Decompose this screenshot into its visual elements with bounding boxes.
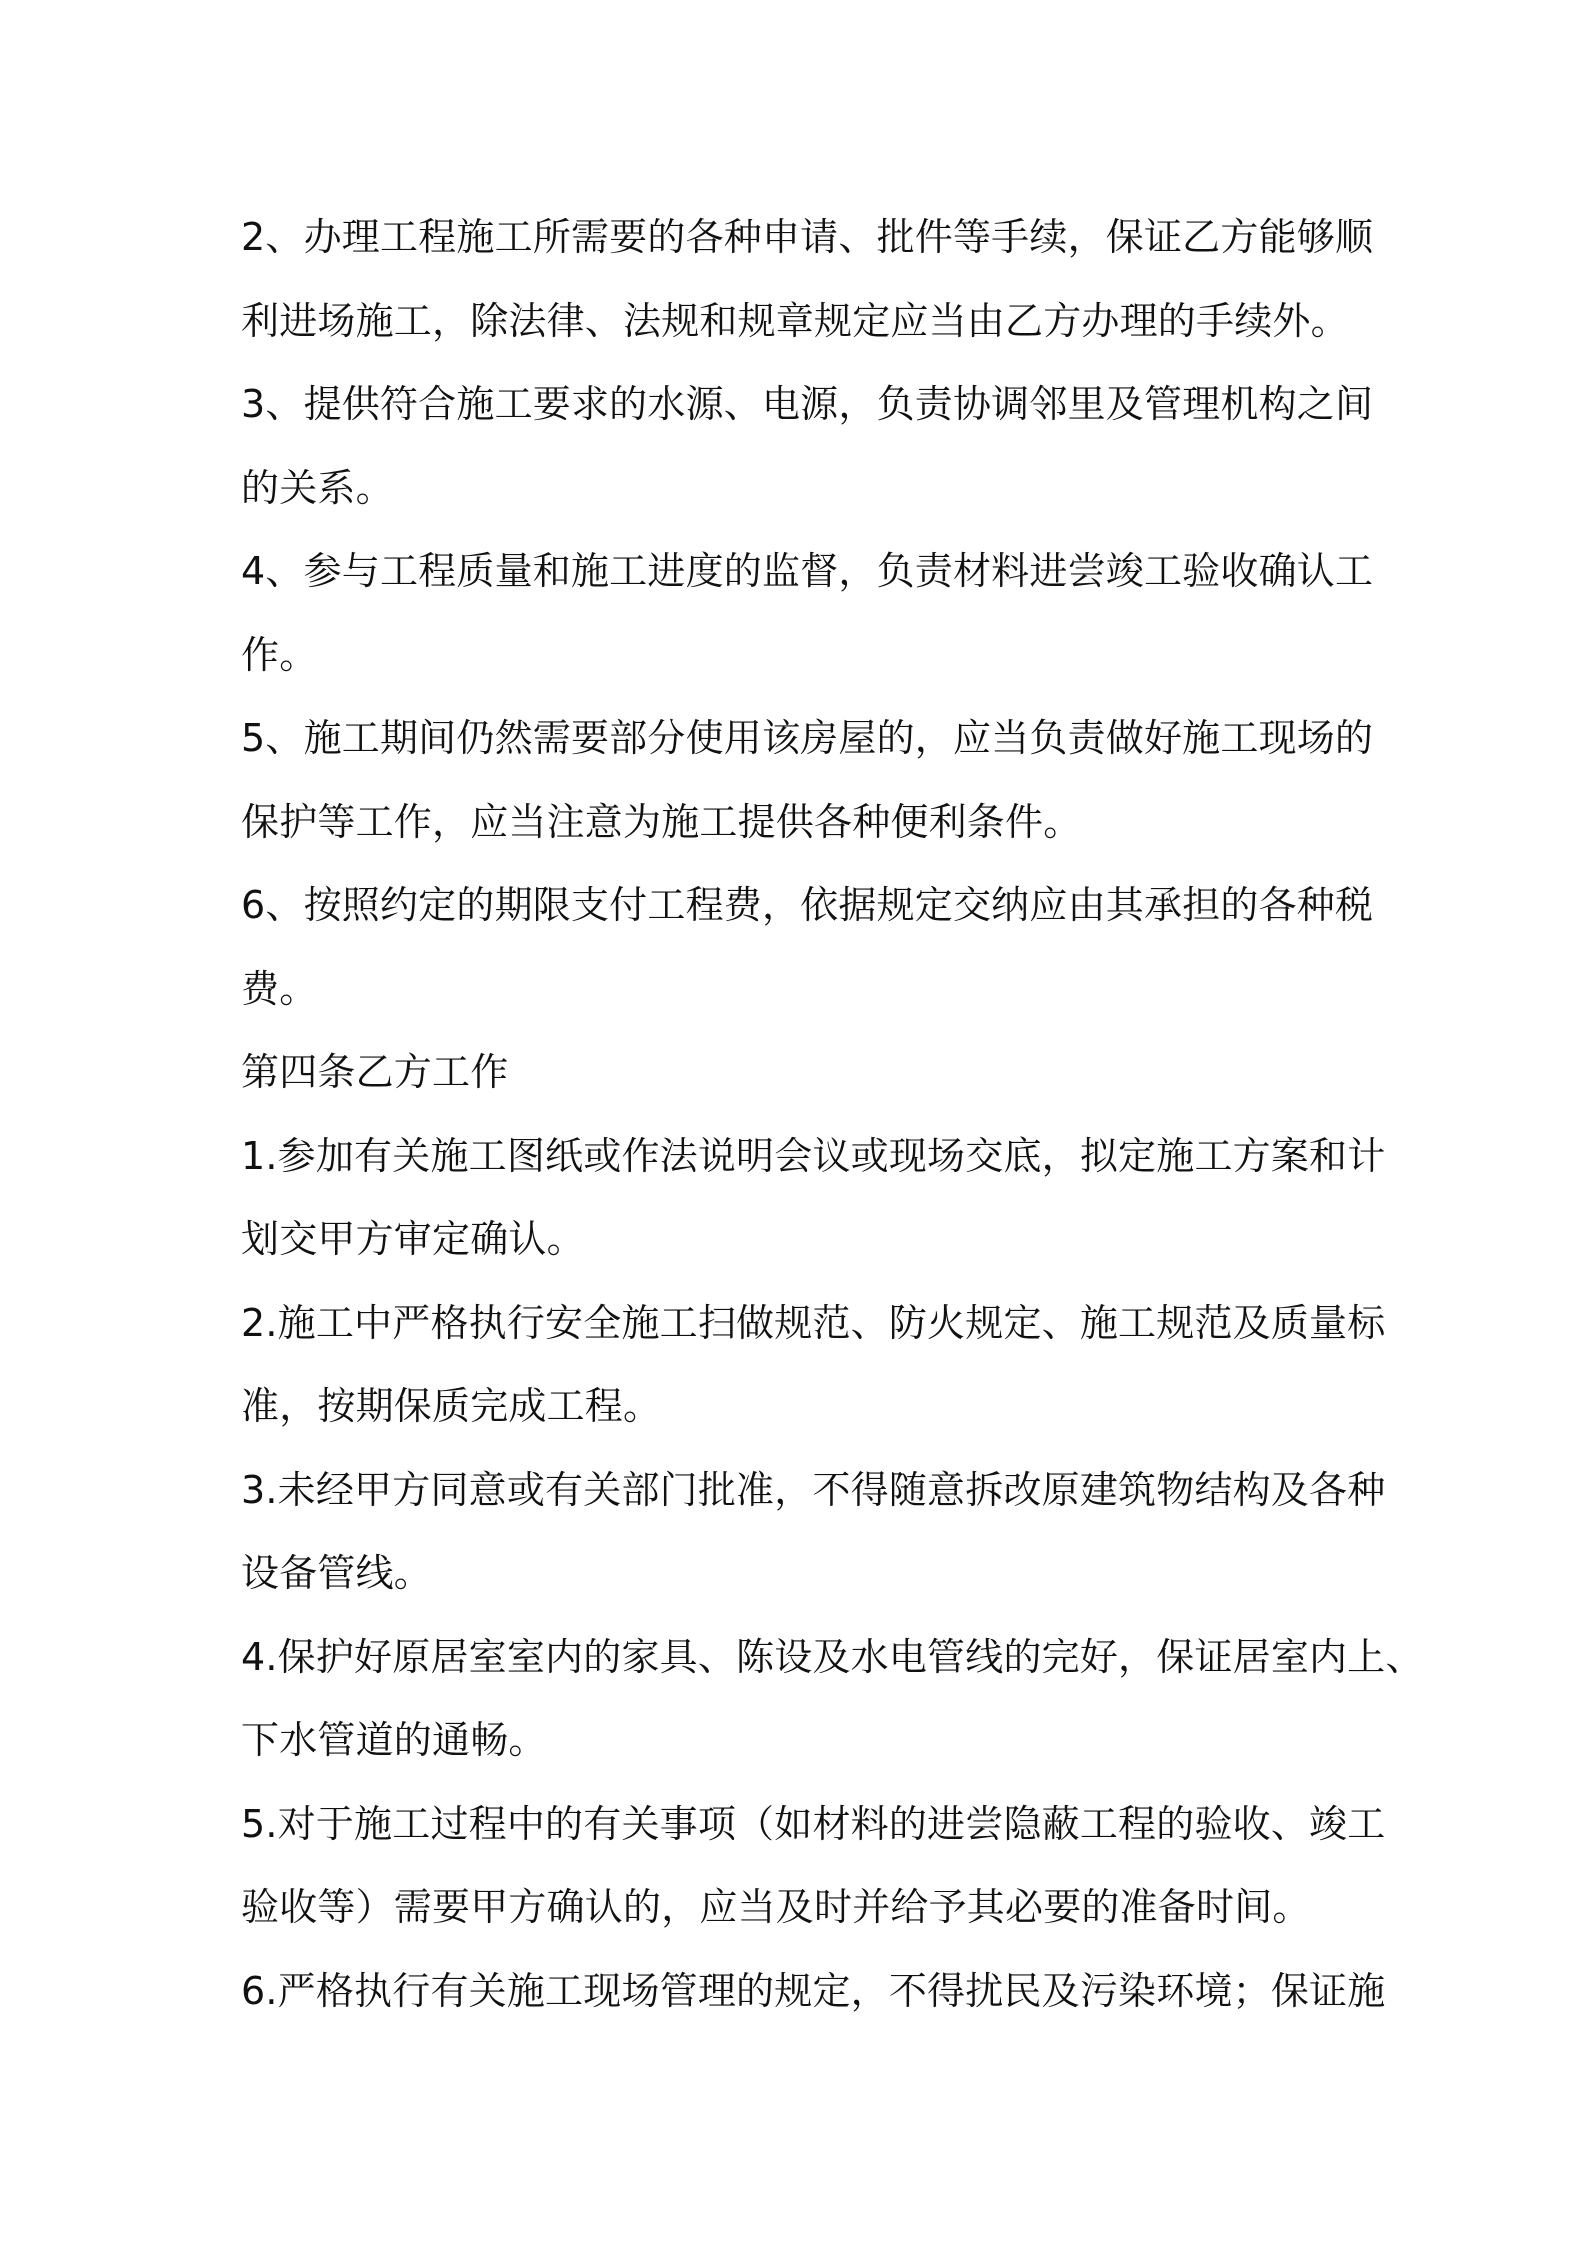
- text-line-6: 作。: [241, 632, 318, 677]
- text-line-3: 3、提供符合施工要求的水源、电源，负责协调邻里及管理机构之间: [241, 382, 1374, 426]
- text-line-17: 设备管线。: [241, 1551, 433, 1595]
- section-heading: 第四条乙方工作: [241, 1050, 509, 1094]
- text-line-19: 下水管道的通畅。: [241, 1718, 547, 1762]
- text-line-7: 5、施工期间仍然需要部分使用该房屋的，应当负责做好施工现场的: [241, 716, 1374, 760]
- text-line-13: 划交甲方审定确认。: [241, 1217, 585, 1261]
- text-line-20: 5.对于施工过程中的有关事项（如材料的进尝隐蔽工程的验收、竣工: [241, 1801, 1386, 1846]
- text-line-10: 费。: [241, 966, 318, 1011]
- text-line-12: 1.参加有关施工图纸或作法说明会议或现场交底，拟定施工方案和计: [241, 1133, 1386, 1178]
- text-line-4: 的关系。: [241, 465, 394, 510]
- document-body: [241, 196, 1424, 2033]
- text-line-9: 6、按照约定的期限支付工程费，依据规定交纳应由其承担的各种税: [241, 883, 1374, 927]
- text-line-14: 2.施工中严格执行安全施工扫做规范、防火规定、施工规范及质量标: [241, 1300, 1386, 1345]
- text-line-16: 3.未经甲方同意或有关部门批准，不得随意拆改原建筑物结构及各种: [241, 1467, 1386, 1512]
- text-line-21: 验收等）需要甲方确认的，应当及时并给予其必要的准备时间。: [241, 1885, 1311, 1929]
- text-line-15: 准，按期保质完成工程。: [241, 1384, 662, 1428]
- text-line-2: 利进场施工，除法律、法规和规章规定应当由乙方办理的手续外。: [241, 298, 1349, 343]
- text-line-1: 2、办理工程施工所需要的各种申请、批件等手续，保证乙方能够顺: [241, 215, 1374, 259]
- text-line-22: 6.严格执行有关施工现场管理的规定，不得扰民及污染环境；保证施: [241, 1968, 1386, 2013]
- text-line-8: 保护等工作，应当注意为施工提供各种便利条件。: [241, 799, 1082, 844]
- text-line-5: 4、参与工程质量和施工进度的监督，负责材料进尝竣工验收确认工: [241, 549, 1374, 593]
- text-line-18: 4.保护好原居室室内的家具、陈设及水电管线的完好，保证居室内上、: [241, 1634, 1424, 1679]
